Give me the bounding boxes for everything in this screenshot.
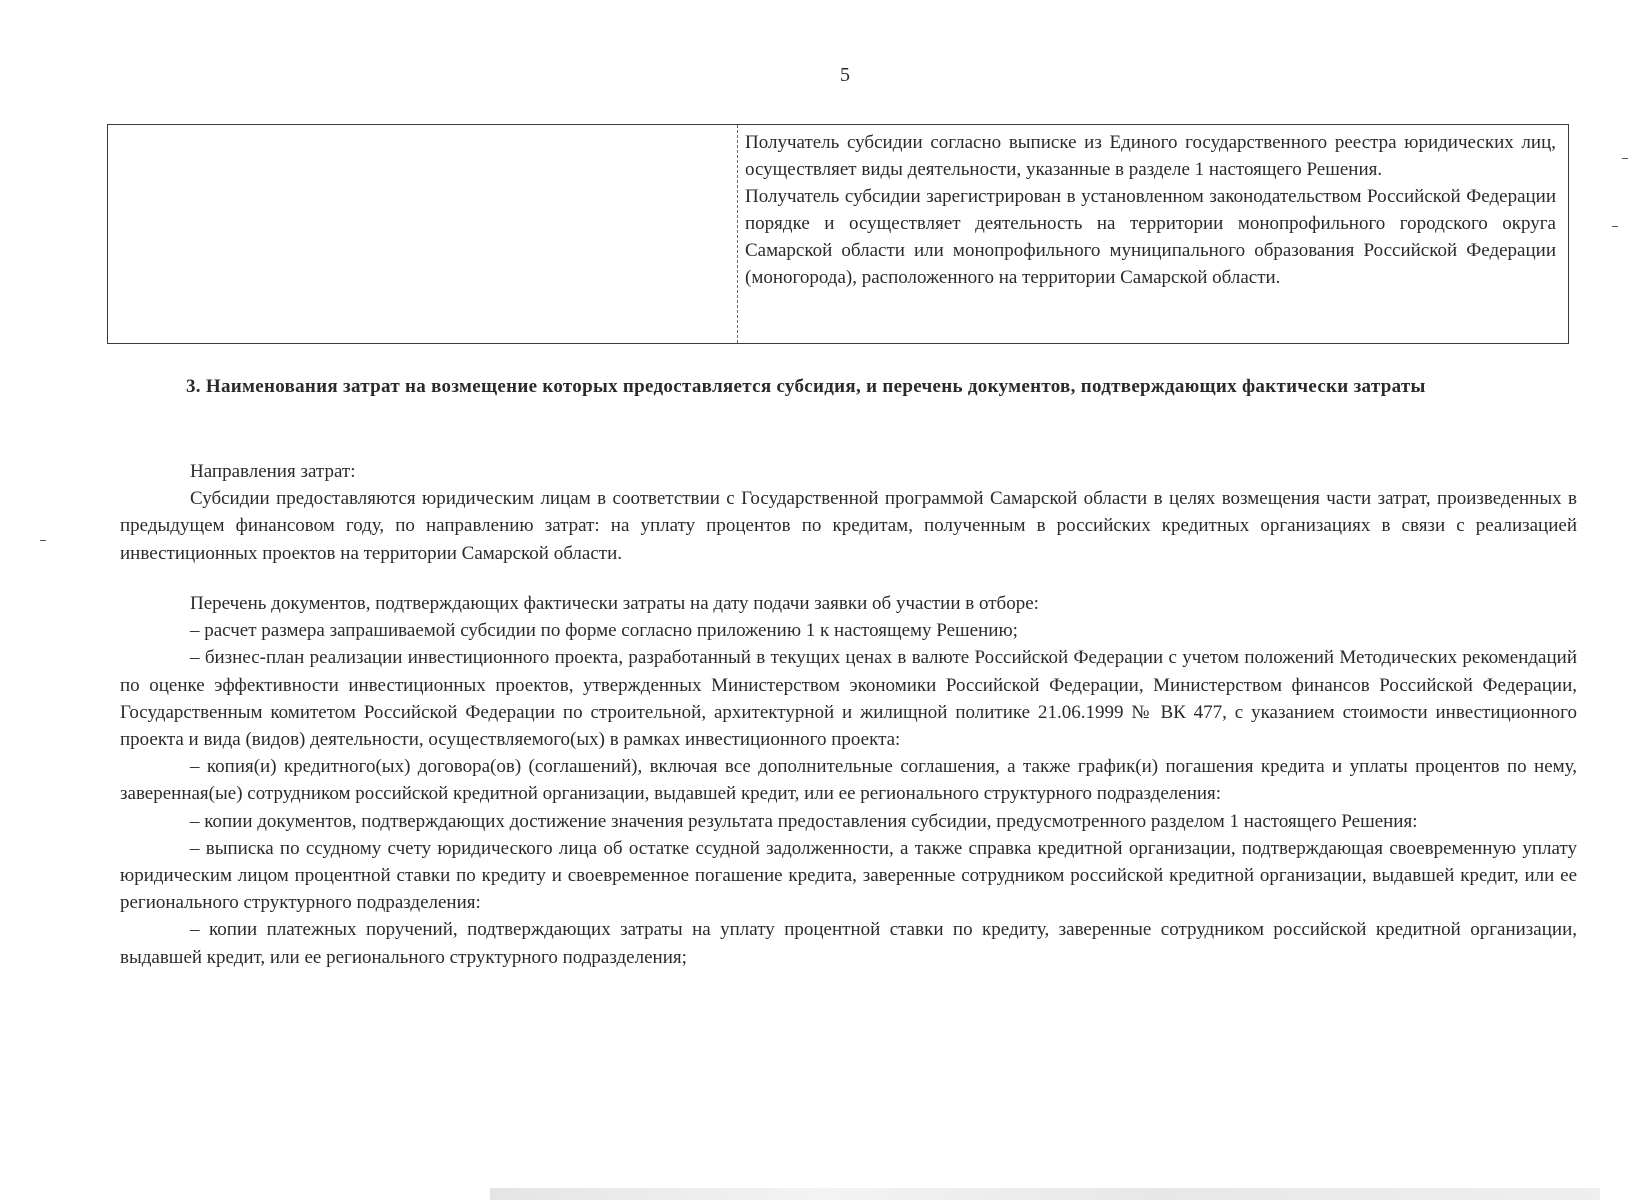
scan-mark xyxy=(40,540,46,541)
directions-block xyxy=(120,458,1577,567)
list-item: – копия(и) кредитного(ых) договора(ов) (соглашений), включая все дополнительные соглашения, а также график(и) погашения кредита и уплаты процентов по нему, заверенная(ые) сотрудником российской кредитной организации, выдавшей кредит, или ее регионального структурного подразделения: xyxy=(120,756,1577,805)
documents-list-block xyxy=(120,590,1577,971)
scan-mark xyxy=(1612,226,1618,227)
page-number: 5 xyxy=(840,64,850,86)
table-column-divider xyxy=(737,125,738,343)
list-item: – выписка по ссудному счету юридического лица об остатке ссудной задолженности, а также справка кредитной организации, подтверждающая своевременную уплату юридическим лицом процентной ставки по кредиту и своевременное погашение кредита, заверенные сотрудником российской кредитной организации, выдавшей кредит, или ее регионального структурного подразделения: xyxy=(120,837,1577,914)
scan-mark xyxy=(1622,158,1628,159)
list-item: – копии документов, подтверждающих достижение значения результата предоставления субсидии, предусмотренного разделом 1 настоящего Решения: xyxy=(190,810,1418,832)
directions-text: Субсидии предоставляются юридическим лицам в соответствии с Государственной программой Самарской области в целях возмещения части затрат, произведенных в предыдущем финансовом году, по направлению затрат: на уплату процентов по кредитам, полученным в российских кредитных организациях в связи с реализацией инвестиционных проектов на территории Самарской области. xyxy=(120,488,1577,564)
eligibility-table xyxy=(107,124,1569,344)
scan-artifact-bottom xyxy=(490,1188,1600,1200)
directions-label: Направления затрат: xyxy=(190,461,356,482)
list-item: – расчет размера запрашиваемой субсидии по форме согласно приложению 1 к настоящему Решению; xyxy=(190,620,1018,642)
section-3-heading: 3. Наименования затрат на возмещение которых предоставляется субсидия, и перечень документов, подтверждающих фактически затраты xyxy=(186,376,1426,397)
table-paragraph-registration: Получатель субсидии зарегистрирован в установленном законодательством Российской Федерации порядке и осуществляет деятельность на территории монопрофильного городского округа Самарской области или монопрофильного муниципального образования Российской Федерации (моногорода), расположенного на территории Самарской области. xyxy=(745,186,1556,288)
documents-label: Перечень документов, подтверждающих фактически затраты на дату подачи заявки об участии в отборе: xyxy=(190,593,1039,614)
list-item: – бизнес-план реализации инвестиционного проекта, разработанный в текущих ценах в валюте Российской Федерации с учетом положений Методических рекомендаций по оценке эффективности инвестиционных проектов, утвержденных Министерством экономики Российской Федерации, Министерством финансов Российской Федерации, Государственным комитетом Российской Федерации по строительной, архитектурной и жилищной политике 21.06.1999 № ВК 477, с указанием стоимости инвестиционного проекта и вида (видов) деятельности, осуществляемого(ых) в рамках инвестиционного проекта: xyxy=(120,647,1577,751)
table-paragraph-registry: Получатель субсидии согласно выписке из Единого государственного реестра юридических лиц, осуществляет виды деятельности, указанные в разделе 1 настоящего Решения. xyxy=(745,132,1556,180)
table-right-cell xyxy=(745,129,1556,291)
list-item: – копии платежных поручений, подтверждающих затраты на уплату процентной ставки по кредиту, заверенные сотрудником российской кредитной организации, выдавшей кредит, или ее регионального структурного подразделения; xyxy=(120,919,1577,968)
